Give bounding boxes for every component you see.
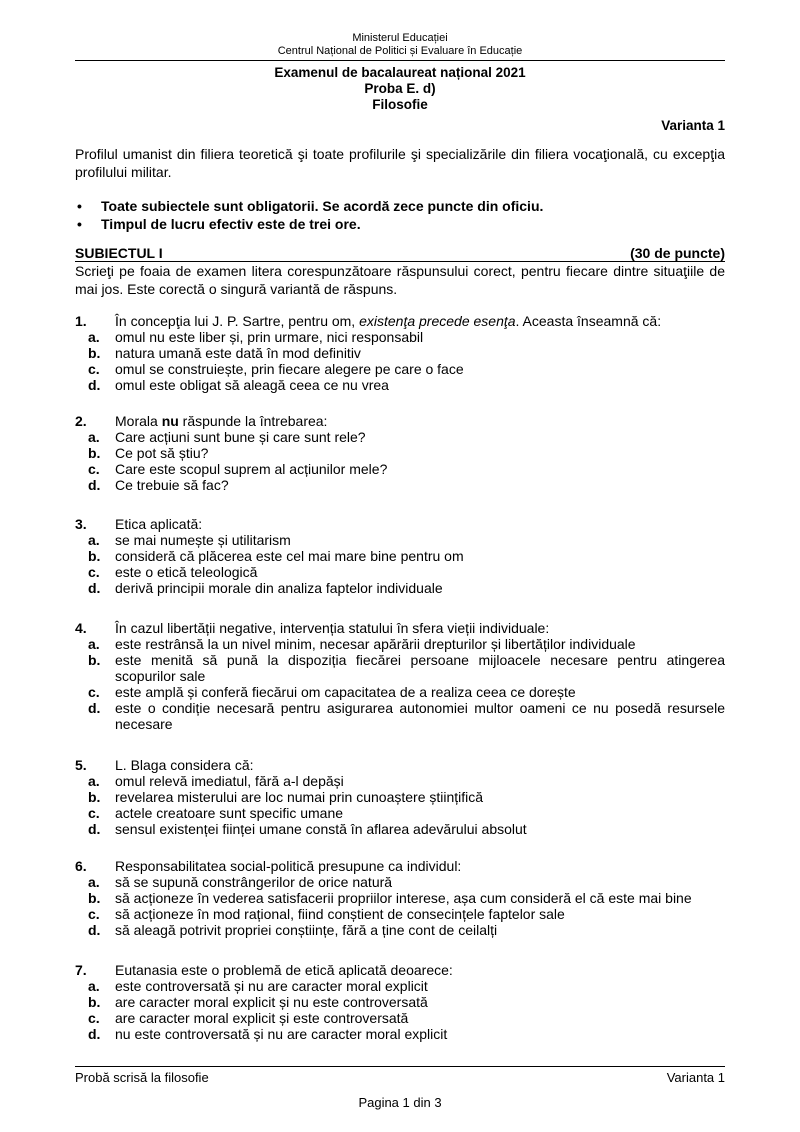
option-text: omul nu este liber și, prin urmare, nici responsabil <box>115 329 424 345</box>
question-text <box>115 413 725 429</box>
option-letter: a. <box>88 429 100 445</box>
option-letter: d. <box>88 1026 101 1042</box>
option-text: Ce trebuie să fac? <box>115 477 229 493</box>
option-c <box>75 461 725 477</box>
option-letter: b. <box>88 789 101 805</box>
option-letter: a. <box>88 773 100 789</box>
option-a <box>75 636 725 652</box>
option-text: omul relevă imediatul, fără a-l depăși <box>115 773 344 789</box>
option-letter: c. <box>88 1010 100 1026</box>
question-text-italic: existenţa precede esenţa <box>359 313 516 329</box>
option-c <box>75 361 725 377</box>
option-letter: d. <box>88 922 101 938</box>
option-text: Care acțiuni sunt bune și care sunt rele? <box>115 429 366 445</box>
option-text: este o condiție necesară pentru asigurarea autonomiei multor oameni ce nu posedă resursele necesare <box>115 700 725 732</box>
option-text: să se supună constrângerilor de orice natură <box>115 874 393 890</box>
question-text-bold: nu <box>161 413 179 429</box>
question-text-part: . Aceasta înseamnă că: <box>515 313 662 329</box>
exam-title: Examenul de bacalaureat național 2021 <box>274 65 526 80</box>
option-letter: d. <box>88 580 101 596</box>
option-letter: c. <box>88 906 100 922</box>
option-text: natura umană este dată în mod definitiv <box>115 345 361 361</box>
question-text-part: răspunde la întrebarea: <box>178 413 328 429</box>
ministry-name: Ministerul Educației <box>352 32 448 44</box>
option-text: să acționeze în vederea satisfacerii propriilor interese, așa cum consideră el că este mai bine <box>115 890 692 906</box>
option-text: actele creatoare sunt specific umane <box>115 805 344 821</box>
option-letter: d. <box>88 821 101 837</box>
question-text: În cazul libertății negative, intervenția statului în sfera vieții individuale: <box>115 620 550 636</box>
option-text: este menită să pună la dispoziția fiecărei persoane mijloacele necesare pentru atingerea scopurilor sale <box>115 652 725 684</box>
option-letter: c. <box>88 805 100 821</box>
option-letter: c. <box>88 684 100 700</box>
option-a <box>75 773 725 789</box>
option-b <box>75 994 725 1010</box>
option-letter: b. <box>88 652 101 668</box>
option-b <box>75 345 725 361</box>
option-b <box>75 652 725 684</box>
header-divider <box>75 60 725 61</box>
option-text: derivă principii morale din analiza faptelor individuale <box>115 580 443 596</box>
option-letter: b. <box>88 445 101 461</box>
option-text: are caracter moral explicit și este controversată <box>115 1010 409 1026</box>
option-b <box>75 548 725 564</box>
exam-subject: Filosofie <box>372 97 428 112</box>
option-text: Ce pot să știu? <box>115 445 209 461</box>
option-letter: b. <box>88 548 101 564</box>
question-5 <box>75 757 725 837</box>
option-text: omul se construiește, prin fiecare alegere pe care o face <box>115 361 464 377</box>
option-a <box>75 874 725 890</box>
option-letter: b. <box>88 890 101 906</box>
option-text: se mai numește și utilitarism <box>115 532 291 548</box>
section-points: (30 de puncte) <box>630 245 725 261</box>
option-text: să aleagă potrivit propriei conștiințe, fără a ține cont de ceilalți <box>115 922 498 938</box>
question-text: Responsabilitatea social-politică presupune ca individul: <box>115 858 462 874</box>
question-6 <box>75 858 725 938</box>
option-letter: a. <box>88 329 100 345</box>
option-a <box>75 329 725 345</box>
question-text <box>115 313 725 329</box>
footer-exam-name: Probă scrisă la filosofie <box>75 1070 209 1085</box>
option-letter: b. <box>88 994 101 1010</box>
option-text: este controversată și nu are caracter moral explicit <box>115 978 428 994</box>
option-d <box>75 377 725 393</box>
option-text: sensul existenței ființei umane constă în aflarea adevărului absolut <box>115 821 527 837</box>
option-letter: a. <box>88 978 100 994</box>
option-b <box>75 445 725 461</box>
option-letter: b. <box>88 345 101 361</box>
page-number: Pagina 1 din 3 <box>358 1095 442 1110</box>
option-letter: a. <box>88 874 100 890</box>
option-letter: c. <box>88 564 100 580</box>
option-b <box>75 789 725 805</box>
option-d <box>75 700 725 732</box>
question-text-part: În concepţia lui J. P. Sartre, pentru om, <box>115 313 360 329</box>
option-text: nu este controversată și nu are caracter moral explicit <box>115 1026 448 1042</box>
question-number: 2. <box>75 413 87 429</box>
section-header <box>75 245 725 262</box>
option-c <box>75 906 725 922</box>
option-text: este restrânsă la un nivel minim, necesar apărării drepturilor și libertăților individuale <box>115 636 636 652</box>
exam-variant: Varianta 1 <box>661 118 725 133</box>
option-letter: a. <box>88 636 100 652</box>
question-number: 1. <box>75 313 87 329</box>
option-a <box>75 532 725 548</box>
rule-item: • Toate subiectele sunt obligatorii. Se acordă zece puncte din oficiu. <box>75 197 725 215</box>
option-text: omul este obligat să aleagă ceea ce nu vrea <box>115 377 389 393</box>
option-text: este o etică teleologică <box>115 564 258 580</box>
option-letter: c. <box>88 361 100 377</box>
option-a <box>75 429 725 445</box>
question-text-part: Morala <box>115 413 162 429</box>
option-letter: d. <box>88 700 101 716</box>
footer-variant: Varianta 1 <box>666 1070 725 1085</box>
option-text: Care este scopul suprem al acțiunilor mele? <box>115 461 388 477</box>
option-letter: d. <box>88 377 101 393</box>
option-letter: d. <box>88 477 101 493</box>
option-d <box>75 580 725 596</box>
option-b <box>75 890 725 906</box>
option-letter: a. <box>88 532 100 548</box>
option-a <box>75 978 725 994</box>
question-4 <box>75 620 725 732</box>
profile-note: Profilul umanist din filiera teoretică şi toate profilurile şi specializările din filiera vocaţională, cu excepţia profilului militar. <box>75 146 725 180</box>
option-c <box>75 805 725 821</box>
option-text: are caracter moral explicit și nu este controversată <box>115 994 428 1010</box>
question-2 <box>75 413 725 493</box>
option-d <box>75 477 725 493</box>
rules-list <box>75 197 725 233</box>
option-letter: c. <box>88 461 100 477</box>
rule-item: • Timpul de lucru efectiv este de trei ore. <box>75 215 725 233</box>
option-d <box>75 1026 725 1042</box>
option-text: este amplă și conferă fiecărui om capacitatea de a realiza ceea ce dorește <box>115 684 576 700</box>
option-d <box>75 922 725 938</box>
section-instructions: Scrieţi pe foaia de examen litera corespunzătoare răspunsului corect, pentru fiecare dintre situaţiile de mai jos. Este corectă o singură variantă de răspuns. <box>75 263 725 297</box>
question-number: 6. <box>75 858 87 874</box>
question-number: 4. <box>75 620 87 636</box>
option-text: consideră că plăcerea este cel mai mare bine pentru om <box>115 548 464 564</box>
center-name: Centrul Național de Politici și Evaluare în Educație <box>277 45 523 57</box>
question-number: 7. <box>75 962 87 978</box>
question-text: Etica aplicată: <box>115 516 203 532</box>
question-1 <box>75 313 725 393</box>
option-text: să acționeze în mod rațional, fiind conștient de consecințele faptelor sale <box>115 906 565 922</box>
exam-proba: Proba E. d) <box>364 81 436 96</box>
option-d <box>75 821 725 837</box>
question-text: L. Blaga considera că: <box>115 757 254 773</box>
question-3 <box>75 516 725 596</box>
question-number: 5. <box>75 757 87 773</box>
section-title: SUBIECTUL I <box>75 245 163 261</box>
option-c <box>75 564 725 580</box>
question-7 <box>75 962 725 1042</box>
footer-divider <box>75 1066 725 1067</box>
option-c <box>75 684 725 700</box>
question-number: 3. <box>75 516 87 532</box>
option-text: revelarea misterului are loc numai prin cunoaștere științifică <box>115 789 484 805</box>
option-c <box>75 1010 725 1026</box>
question-text: Eutanasia este o problemă de etică aplicată deoarece: <box>115 962 453 978</box>
